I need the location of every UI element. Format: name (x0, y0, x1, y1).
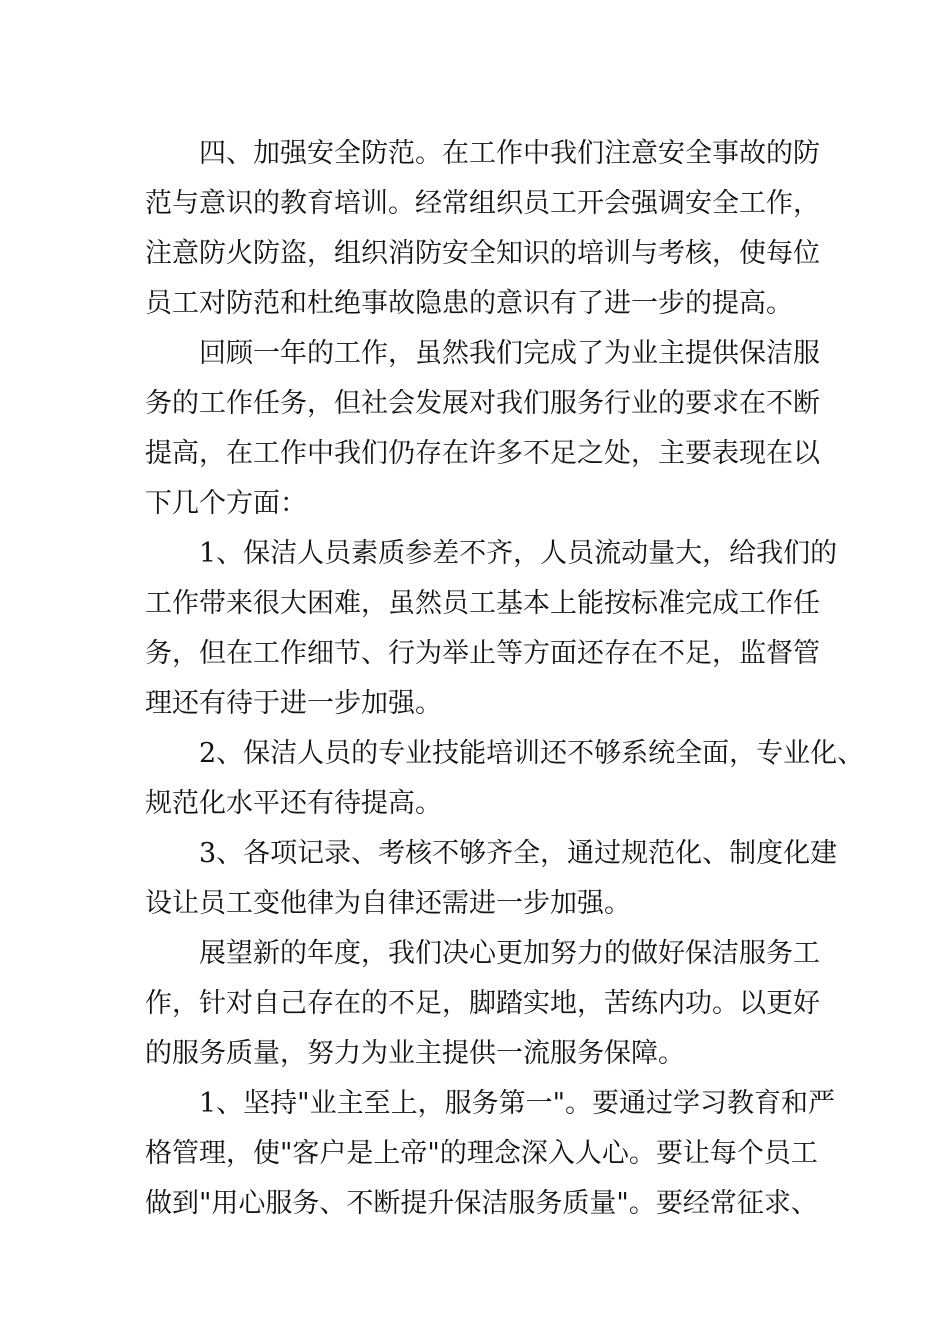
paragraph-line: 1、保洁人员素质参差不齐，人员流动量大，给我们的 (199, 538, 838, 569)
paragraph-line: 展望新的年度，我们决心更加努力的做好保洁服务工 (199, 938, 820, 969)
paragraph-line: 设让员工变他律为自律还需进一步加强。 (145, 888, 631, 919)
paragraph-line: 回顾一年的工作，虽然我们完成了为业主提供保洁服 (199, 338, 820, 369)
paragraph-line: 的服务质量，努力为业主提供一流服务保障。 (145, 1038, 685, 1069)
paragraph-line: 四、加强安全防范。在工作中我们注意安全事故的防 (199, 138, 820, 169)
paragraph-line: 提高，在工作中我们仍存在许多不足之处，主要表现在以 (145, 438, 820, 469)
paragraph-line: 范与意识的教育培训。经常组织员工开会强调安全工作， (145, 188, 820, 219)
paragraph-line: 格管理，使"客户是上帝"的理念深入人心。要让每个员工 (145, 1138, 818, 1169)
paragraph-line: 务，但在工作细节、行为举止等方面还存在不足，监督管 (145, 638, 820, 669)
paragraph-line: 员工对防范和杜绝事故隐患的意识有了进一步的提高。 (145, 288, 793, 319)
paragraph-line: 下几个方面： (145, 488, 307, 519)
paragraph-line: 规范化水平还有待提高。 (145, 788, 442, 819)
paragraph-line: 工作带来很大困难，虽然员工基本上能按标准完成工作任 (145, 588, 820, 619)
paragraph-line: 注意防火防盗，组织消防安全知识的培训与考核，使每位 (145, 238, 820, 269)
paragraph-line: 2、保洁人员的专业技能培训还不够系统全面，专业化、 (199, 738, 865, 769)
paragraph-line: 务的工作任务，但社会发展对我们服务行业的要求在不断 (145, 388, 820, 419)
paragraph-line: 理还有待于进一步加强。 (145, 688, 442, 719)
paragraph-line: 1、坚持"业主至上，服务第一"。要通过学习教育和严 (199, 1088, 836, 1119)
paragraph-line: 作，针对自己存在的不足，脚踏实地，苦练内功。以更好 (145, 988, 820, 1019)
paragraph-line: 做到"用心服务、不断提升保洁服务质量"。要经常征求、 (145, 1188, 818, 1219)
paragraph-line: 3、各项记录、考核不够齐全，通过规范化、制度化建 (199, 838, 838, 869)
